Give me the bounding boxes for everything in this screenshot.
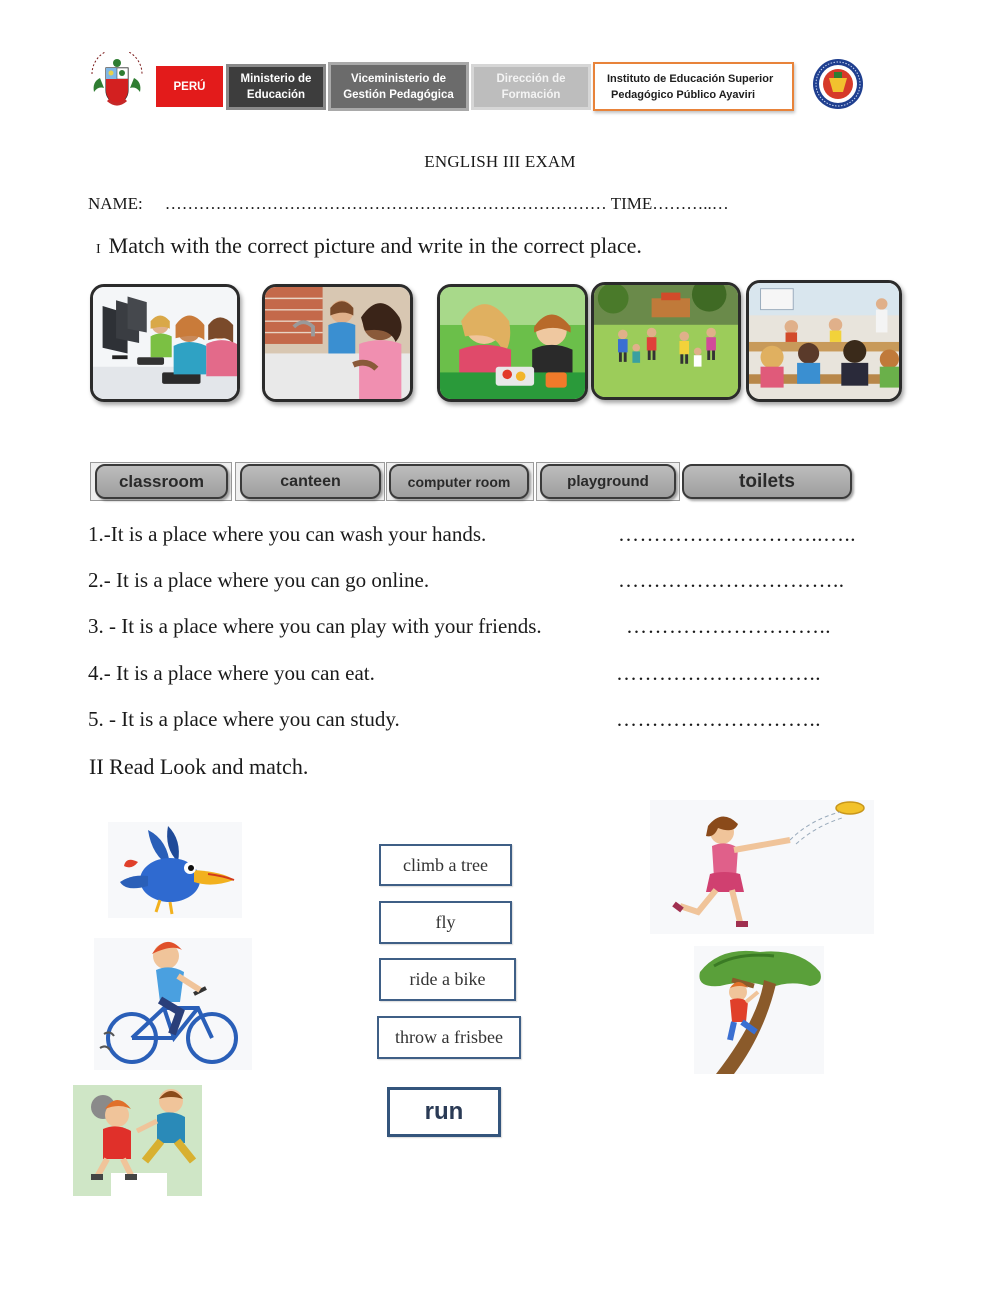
section1-instruction-text: Match with the correct picture and write in the correct place. bbox=[108, 233, 642, 258]
children-running-picture bbox=[73, 1085, 202, 1196]
classroom-photo bbox=[746, 280, 902, 402]
section1-numeral: I bbox=[96, 242, 101, 257]
playground-photo bbox=[591, 282, 741, 400]
name-answer-blank[interactable]: …………………………………………………………………… bbox=[164, 194, 607, 213]
answer-blank-5[interactable]: ……………………….. bbox=[616, 707, 821, 731]
label-climb-a-tree[interactable]: climb a tree bbox=[379, 844, 512, 886]
institute-name-line1: Instituto de Educación Superior bbox=[607, 72, 774, 85]
answer-blank-4[interactable]: ……………………….. bbox=[616, 661, 821, 685]
name-label: NAME: bbox=[88, 194, 143, 213]
header-peru-box: PERÚ bbox=[156, 66, 223, 107]
question-1: 1.-It is a place where you can wash your hands. bbox=[88, 522, 487, 546]
girl-throwing-frisbee-picture bbox=[650, 800, 874, 934]
word-playground[interactable]: playground bbox=[540, 464, 676, 499]
header-institute-box bbox=[593, 62, 794, 111]
word-canteen[interactable]: canteen bbox=[240, 464, 381, 499]
label-fly[interactable]: fly bbox=[379, 901, 512, 944]
computer-room-photo bbox=[90, 284, 240, 402]
institute-seal-icon bbox=[812, 58, 864, 110]
header-direction-box: Dirección de Formación bbox=[471, 64, 591, 110]
word-bank bbox=[90, 464, 856, 501]
bird-flying-picture bbox=[108, 822, 242, 918]
question-2: 2.- It is a place where you can go online. bbox=[88, 568, 430, 592]
section2-instruction: II Read Look and match. bbox=[89, 754, 309, 779]
label-throw-a-frisbee[interactable]: throw a frisbee bbox=[377, 1016, 521, 1059]
canteen-photo bbox=[437, 284, 588, 402]
word-computer-room[interactable]: computer room bbox=[389, 464, 529, 499]
question-4: 4.- It is a place where you can eat. bbox=[88, 661, 375, 685]
exam-title: ENGLISH III EXAM bbox=[424, 152, 576, 171]
section1-instruction bbox=[96, 233, 642, 259]
time-label[interactable]: TIME………..… bbox=[610, 194, 729, 213]
question-3: 3. - It is a place where you can play with your friends. bbox=[88, 614, 542, 638]
peru-coat-of-arms-icon bbox=[86, 52, 148, 110]
boy-climbing-tree-picture bbox=[694, 946, 824, 1074]
header-ministry-box: Ministerio de Educación bbox=[226, 64, 326, 110]
label-run[interactable]: run bbox=[387, 1087, 501, 1137]
question-5: 5. - It is a place where you can study. bbox=[88, 707, 400, 731]
word-toilets[interactable]: toilets bbox=[682, 464, 852, 499]
header-viceministry-box: Viceministerio de Gestión Pedagógica bbox=[328, 62, 469, 111]
label-ride-a-bike[interactable]: ride a bike bbox=[379, 958, 516, 1001]
institute-name-line2: Pedagógico Público Ayaviri bbox=[611, 88, 756, 101]
name-time-line bbox=[88, 194, 729, 214]
answer-blank-3[interactable]: ……………………….. bbox=[626, 614, 831, 638]
answer-blank-2[interactable]: ………………………….. bbox=[618, 568, 845, 592]
answer-blank-1[interactable]: ………………………..….. bbox=[618, 522, 856, 546]
toilets-photo bbox=[262, 284, 413, 402]
word-classroom[interactable]: classroom bbox=[95, 464, 228, 499]
boy-riding-bike-picture bbox=[94, 938, 252, 1070]
